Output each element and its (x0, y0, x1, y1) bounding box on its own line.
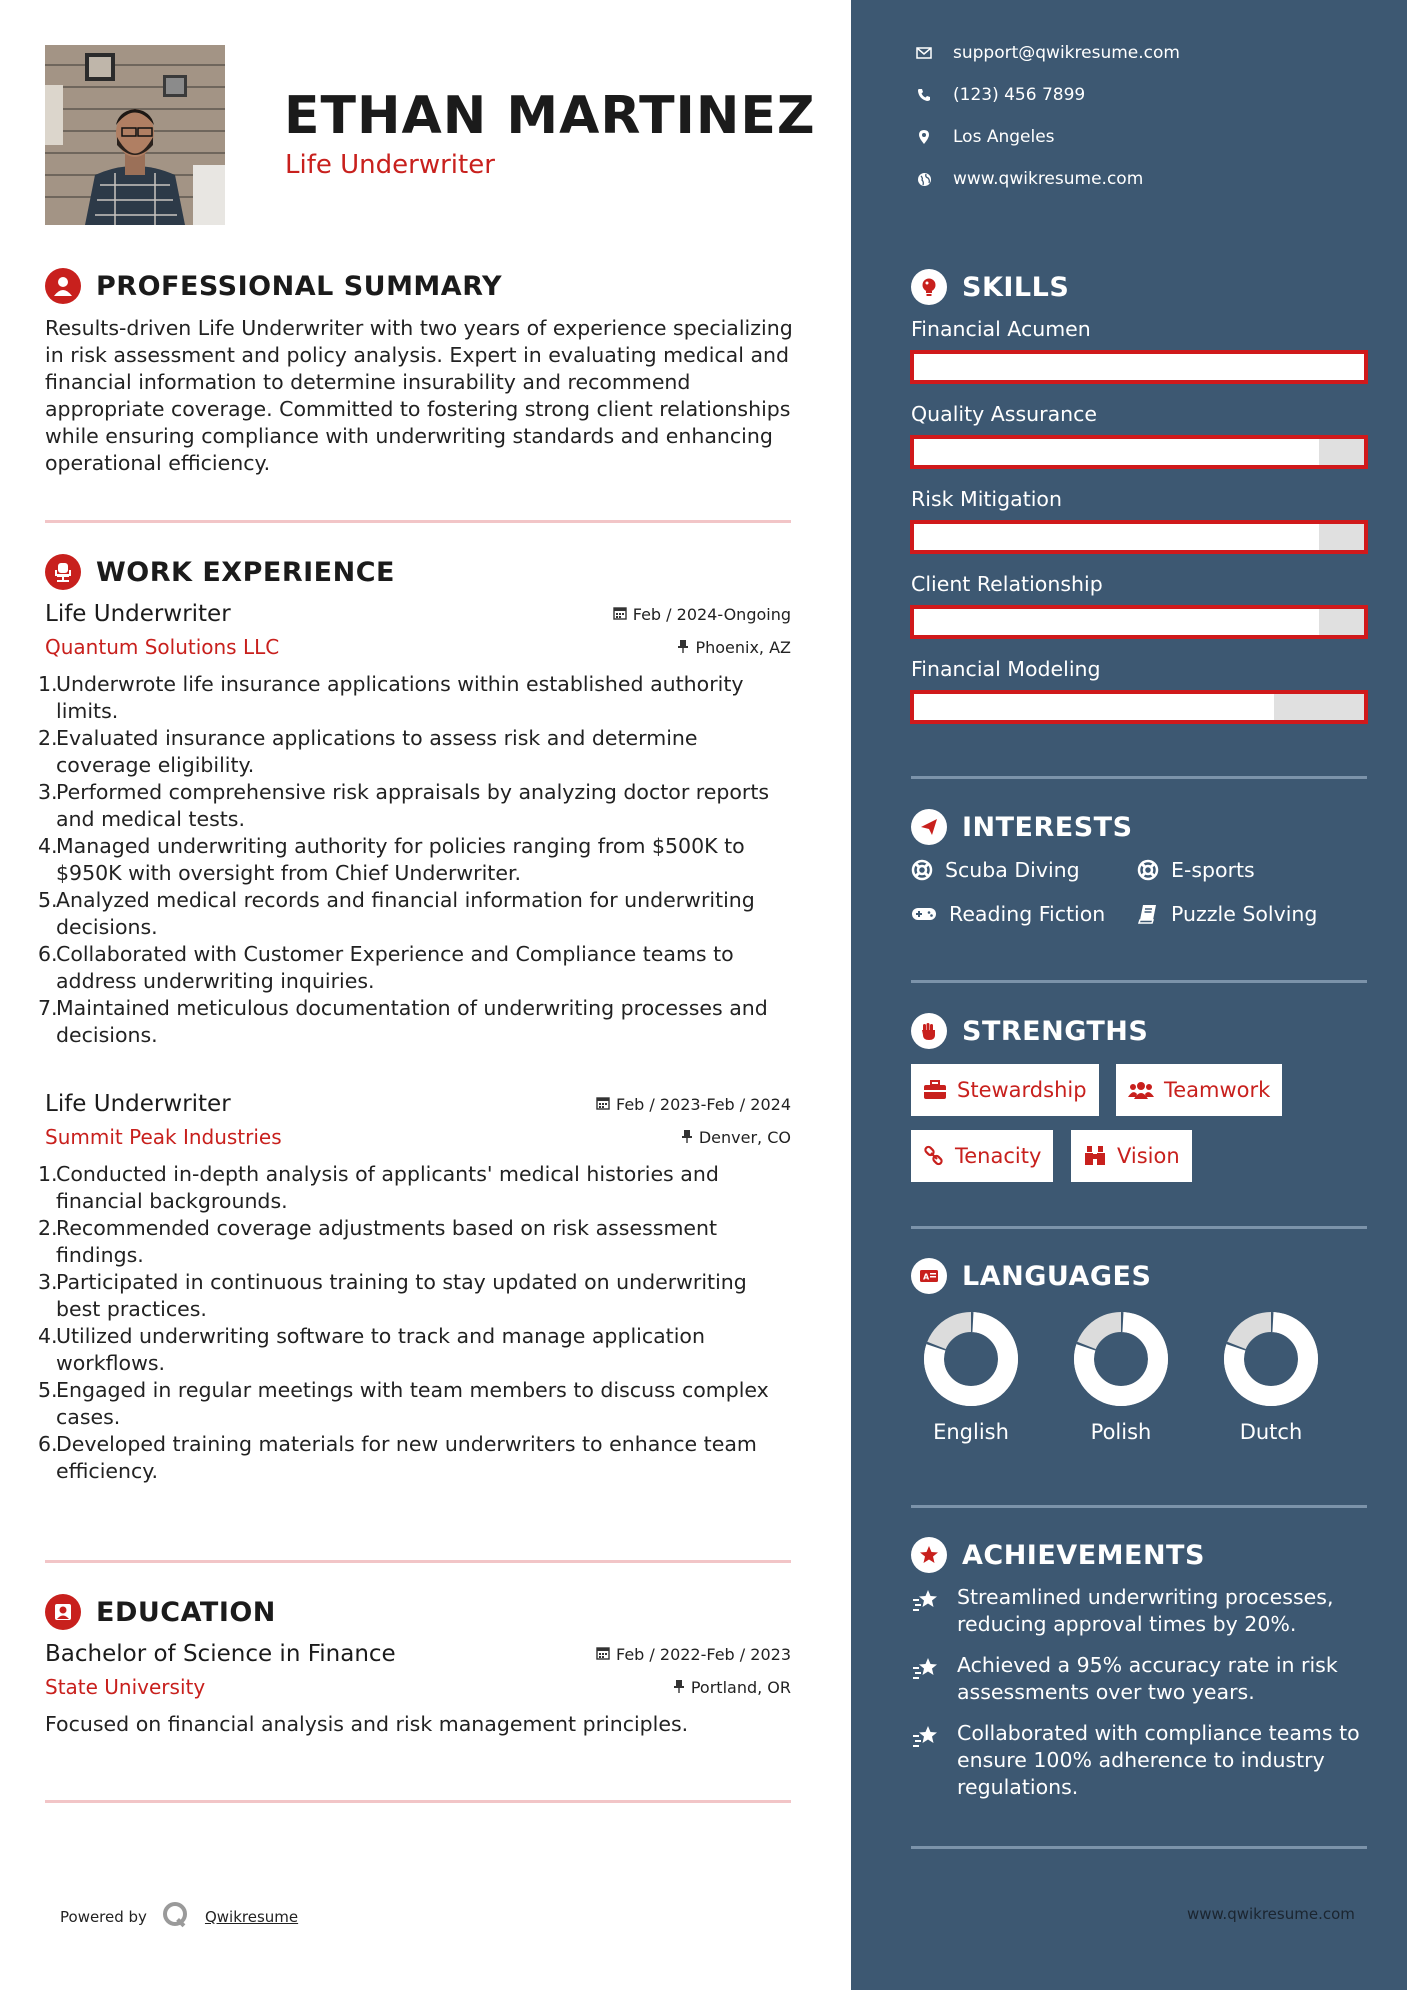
footer-site[interactable]: www.qwikresume.com (1187, 1905, 1355, 1923)
skills-heading: SKILLS (962, 271, 1070, 303)
divider (911, 980, 1367, 983)
language-label: English (933, 1420, 1009, 1444)
website-text: www.qwikresume.com (953, 169, 1144, 189)
strength-tag (1116, 1064, 1282, 1116)
skill-label: Financial Modeling (911, 657, 1101, 681)
interests-header (911, 809, 1133, 845)
briefcase-icon (923, 1080, 947, 1100)
job-date (596, 1095, 791, 1114)
calendar-icon (596, 1645, 610, 1664)
strength-label: Teamwork (1164, 1078, 1271, 1102)
job-location (677, 638, 791, 657)
education-description: Focused on financial analysis and risk management principles. (45, 1712, 689, 1736)
fist-icon (911, 1013, 947, 1049)
list-item: 3. Performed comprehensive risk appraisals by analyzing doctor reports and medical tests. (38, 780, 770, 831)
job-date (613, 605, 791, 624)
skill-bar-fill (914, 524, 1319, 550)
job-entry (38, 601, 791, 1049)
skill-bar (910, 690, 1368, 724)
achievement-text: Streamlined underwriting processes, reducing approval times by 20%. (957, 1585, 1334, 1636)
svg-text:A: A (923, 1272, 930, 1282)
skill-bar (910, 350, 1368, 384)
work-heading: WORK EXPERIENCE (96, 556, 395, 588)
strength-tag (911, 1064, 1099, 1116)
star-icon (911, 1584, 945, 1638)
strength-label: Stewardship (957, 1078, 1087, 1102)
education-heading: EDUCATION (96, 1596, 276, 1628)
contact-location (911, 127, 1055, 147)
language-item (1061, 1310, 1181, 1444)
skill-label: Risk Mitigation (911, 487, 1062, 511)
users-icon (1128, 1080, 1154, 1100)
language-ring (1222, 1310, 1320, 1408)
list-item: 7. Maintained meticulous documentation of underwriting processes and decisions. (38, 996, 768, 1047)
job-company: Summit Peak Industries (45, 1125, 282, 1149)
language-item (1211, 1310, 1331, 1444)
duty-list (38, 671, 791, 1049)
calendar-icon (613, 605, 627, 624)
star-badge-icon (911, 1537, 947, 1573)
education-date (596, 1645, 791, 1664)
job-title: Life Underwriter (45, 1091, 231, 1117)
job-location (681, 1128, 791, 1147)
book-icon (1137, 903, 1159, 925)
pin-icon (677, 638, 689, 657)
job-title: Life Underwriter (45, 601, 231, 627)
divider (45, 1560, 791, 1563)
contact-website[interactable] (911, 169, 1143, 189)
envelope-icon (911, 47, 937, 59)
globe-icon (911, 172, 937, 187)
interest-label: Scuba Diving (945, 858, 1080, 882)
skill-bar (910, 435, 1368, 469)
powered-by-label: Powered by (60, 1908, 147, 1926)
list-item: 5. Engaged in regular meetings with team members to discuss complex cases. (38, 1378, 769, 1429)
location-text: Los Angeles (953, 127, 1055, 147)
divider (45, 520, 791, 523)
skill-bar (910, 605, 1368, 639)
interests-heading: INTERESTS (962, 811, 1133, 843)
achievement-text: Achieved a 95% accuracy rate in risk assessments over two years. (957, 1653, 1338, 1704)
achievement-item (911, 1652, 1371, 1706)
job-entry (38, 1091, 791, 1485)
degree: Bachelor of Science in Finance (45, 1641, 396, 1667)
profile-photo (45, 45, 225, 225)
list-item: 5. Analyzed medical records and financial information for underwriting decisions. (38, 888, 755, 939)
star-icon (911, 1720, 945, 1801)
skill-label: Quality Assurance (911, 402, 1098, 426)
powered-by (60, 1900, 298, 1934)
skill-label: Client Relationship (911, 572, 1103, 596)
language-item (911, 1310, 1031, 1444)
divider (911, 1846, 1367, 1849)
binoculars-icon (1083, 1145, 1107, 1167)
job-location-text: Denver, CO (698, 1128, 791, 1147)
summary-header (45, 268, 502, 304)
pin-icon (681, 1128, 693, 1147)
languages-heading: LANGUAGES (962, 1260, 1152, 1292)
list-item: 2. Evaluated insurance applications to assess risk and determine coverage eligibility. (38, 726, 698, 777)
lifebuoy-icon (911, 859, 933, 881)
translate-icon (911, 1258, 947, 1294)
work-header (45, 554, 395, 590)
duty-list (38, 1161, 791, 1485)
list-item: 2. Recommended coverage adjustments based on risk assessment findings. (38, 1216, 718, 1267)
education-location (673, 1678, 791, 1697)
strength-label: Tenacity (955, 1144, 1042, 1168)
phone-icon (911, 88, 937, 102)
strength-tag (911, 1130, 1053, 1182)
job-date-text: Feb / 2023-Feb / 2024 (616, 1095, 791, 1114)
education-location-text: Portland, OR (690, 1678, 791, 1697)
office-chair-icon (45, 554, 81, 590)
summary-text: Results-driven Life Underwriter with two years of experience specializing in risk assessment and policy analysis. Expert in evaluating medical and financial information to determine insurability and recommend appropriate coverage. Committed to fostering strong client relationships while ensuring compliance with underwriting standards and enhancing operational efficiency. (45, 316, 793, 475)
language-ring (1072, 1310, 1170, 1408)
language-label: Polish (1090, 1420, 1152, 1444)
candidate-title: Life Underwriter (285, 150, 495, 180)
divider (911, 1226, 1367, 1229)
pin-icon (673, 1678, 685, 1697)
list-item: 1. Underwrote life insurance applications within established authority limits. (38, 672, 744, 723)
divider (45, 1800, 791, 1803)
list-item: 1. Conducted in-depth analysis of applicants' medical histories and financial backgrounds. (38, 1162, 719, 1213)
qwikresume-logo-icon (161, 1900, 191, 1934)
achievement-item (911, 1584, 1371, 1638)
education-entry (45, 1641, 791, 1738)
interest-item (911, 902, 1105, 926)
interest-item (1137, 902, 1317, 926)
qwikresume-link[interactable]: Qwikresume (204, 1908, 299, 1926)
map-marker-icon (911, 129, 937, 145)
skill-bar (910, 520, 1368, 554)
list-item: 4. Utilized underwriting software to track and manage application workflows. (38, 1324, 705, 1375)
contact-email[interactable] (911, 43, 1180, 63)
achievement-text: Collaborated with compliance teams to ensure 100% adherence to industry regulations. (957, 1721, 1360, 1799)
interest-item (1137, 858, 1255, 882)
job-location-text: Phoenix, AZ (695, 638, 791, 657)
achievement-item (911, 1720, 1371, 1801)
strengths-heading: STRENGTHS (962, 1015, 1149, 1047)
star-icon (911, 1652, 945, 1706)
strength-label: Vision (1117, 1144, 1180, 1168)
job-company: Quantum Solutions LLC (45, 635, 280, 659)
strengths-header (911, 1013, 1148, 1049)
graduate-icon (45, 1594, 81, 1630)
education-date-text: Feb / 2022-Feb / 2023 (616, 1645, 791, 1664)
divider (911, 776, 1367, 779)
link-icon (923, 1145, 945, 1167)
email-text: support@qwikresume.com (953, 43, 1180, 63)
phone-text: (123) 456 7899 (953, 85, 1086, 105)
skill-bar-fill (914, 609, 1319, 635)
list-item: 6. Collaborated with Customer Experience and Compliance teams to address underwriting inquiries. (38, 942, 734, 993)
interest-label: E-sports (1171, 858, 1255, 882)
job-date-text: Feb / 2024-Ongoing (632, 605, 791, 624)
skill-bar-fill (914, 354, 1364, 380)
skill-bar-fill (914, 694, 1274, 720)
candidate-name: ETHAN MARTINEZ (284, 86, 816, 146)
strength-tag (1071, 1130, 1192, 1182)
language-ring (922, 1310, 1020, 1408)
lightbulb-icon (911, 269, 947, 305)
skills-header (911, 269, 1069, 305)
gamepad-icon (911, 905, 937, 923)
calendar-icon (596, 1095, 610, 1114)
interest-label: Puzzle Solving (1171, 902, 1318, 926)
interest-item (911, 858, 1080, 882)
school: State University (45, 1675, 206, 1699)
paper-plane-icon (911, 809, 947, 845)
list-item: 3. Participated in continuous training to stay updated on underwriting best practices. (38, 1270, 747, 1321)
achievements-header (911, 1537, 1205, 1573)
contact-phone[interactable] (911, 85, 1085, 105)
divider (911, 1505, 1367, 1508)
skill-bar-fill (914, 439, 1319, 465)
list-item: 6. Developed training materials for new underwriters to enhance team efficiency. (38, 1432, 757, 1483)
skill-label: Financial Acumen (911, 317, 1091, 341)
languages-header (911, 1258, 1151, 1294)
achievements-heading: ACHIEVEMENTS (962, 1539, 1205, 1571)
user-icon (45, 268, 81, 304)
lifebuoy-icon (1137, 859, 1159, 881)
education-header (45, 1594, 276, 1630)
interest-label: Reading Fiction (949, 902, 1106, 926)
sidebar (851, 0, 1407, 1990)
language-label: Dutch (1239, 1420, 1303, 1444)
summary-heading: PROFESSIONAL SUMMARY (96, 270, 503, 302)
list-item: 4. Managed underwriting authority for policies ranging from $500K to $950K with oversight from Chief Underwriter. (38, 834, 745, 885)
